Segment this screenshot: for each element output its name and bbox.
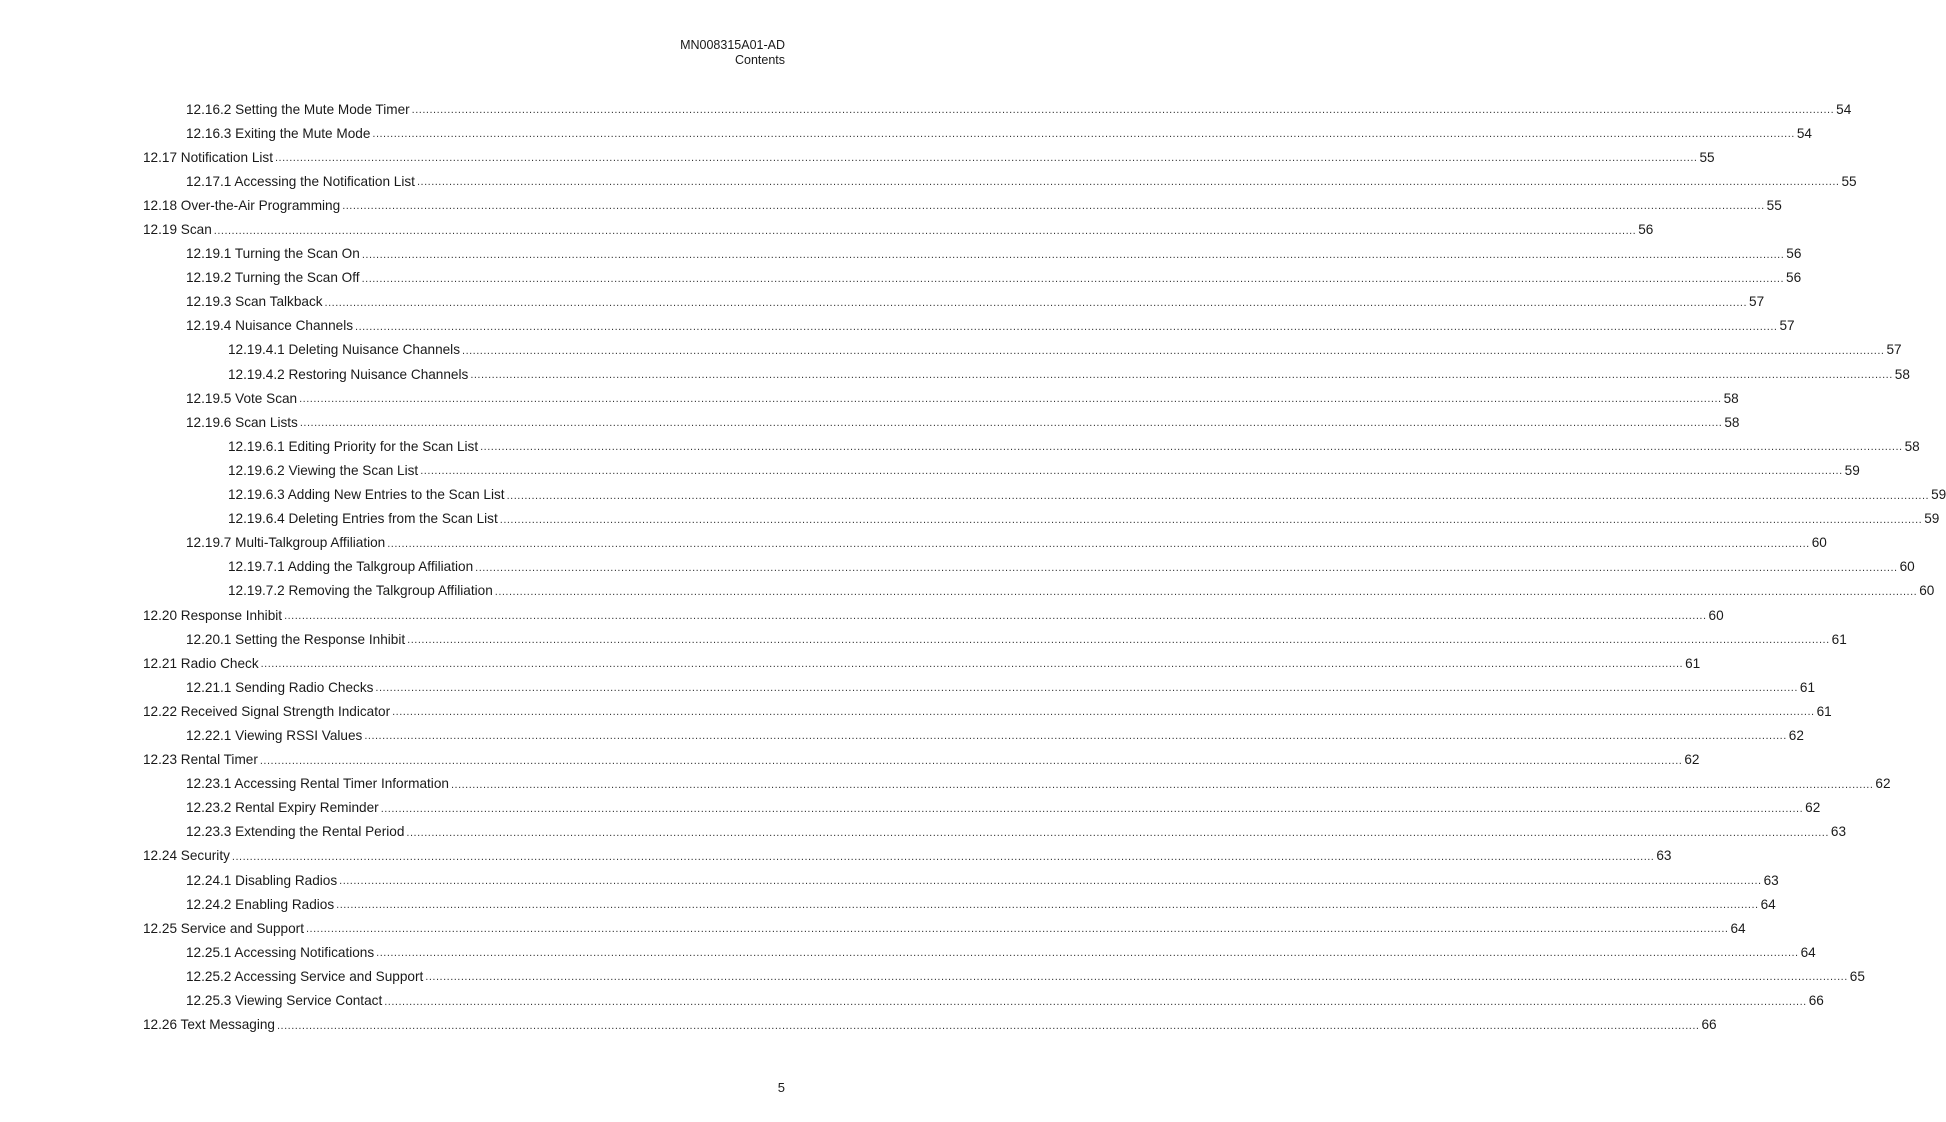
toc-entry-page[interactable]: 57: [1779, 318, 1795, 334]
toc-entry-page[interactable]: 57: [1886, 342, 1902, 358]
toc-entry-page[interactable]: 56: [1786, 270, 1802, 286]
toc-entry-title[interactable]: 12.19.7.1 Adding the Talkgroup Affiliation: [228, 559, 474, 575]
toc-dot-leader: ................................................................................................................................................................................................................................................................................................................................................................................................................: [470, 369, 1893, 382]
toc-entry[interactable]: [143, 675, 1816, 699]
toc-entry[interactable]: [143, 892, 1776, 916]
toc-entry-title[interactable]: 12.17 Notification List: [143, 149, 273, 165]
toc-entry[interactable]: [143, 434, 1920, 458]
toc-dot-leader: ................................................................................................................................................................................................................................................................................................................................................................................................................: [342, 200, 1765, 213]
toc-entry-page[interactable]: 58: [1723, 390, 1739, 406]
toc-entry-page[interactable]: 61: [1816, 703, 1832, 719]
toc-dot-leader: ................................................................................................................................................................................................................................................................................................................................................................................................................: [506, 489, 1930, 502]
toc-entry[interactable]: [143, 266, 1802, 290]
toc-entry[interactable]: [143, 121, 1812, 145]
toc-entry[interactable]: [143, 796, 1821, 820]
toc-dot-leader: ................................................................................................................................................................................................................................................................................................................................................................................................................: [231, 850, 1655, 863]
toc-entry[interactable]: [143, 338, 1902, 362]
toc-dot-leader: ................................................................................................................................................................................................................................................................................................................................................................................................................: [416, 176, 1840, 189]
toc-dot-leader: ................................................................................................................................................................................................................................................................................................................................................................................................................: [392, 706, 1815, 719]
toc-dot-leader: ................................................................................................................................................................................................................................................................................................................................................................................................................: [355, 320, 1778, 333]
toc-entry[interactable]: [143, 410, 1740, 434]
toc-entry-page[interactable]: 66: [1701, 1017, 1717, 1033]
toc-entry-title[interactable]: 12.19.4.1 Deleting Nuisance Channels: [228, 342, 461, 358]
toc-entry[interactable]: [143, 242, 1802, 266]
toc-dot-leader: ................................................................................................................................................................................................................................................................................................................................................................................................................: [425, 971, 1848, 984]
toc-entry-page[interactable]: 64: [1800, 944, 1816, 960]
toc-entry-page[interactable]: 64: [1730, 920, 1746, 936]
toc-dot-leader: ................................................................................................................................................................................................................................................................................................................................................................................................................: [299, 417, 1723, 430]
toc-entry-title[interactable]: 12.22.1 Viewing RSSI Values: [186, 727, 363, 743]
document-id: MN008315A01-AD: [680, 38, 785, 52]
toc-entry-page[interactable]: 55: [1699, 149, 1715, 165]
toc-entry-page[interactable]: 56: [1786, 246, 1802, 262]
toc-entry-title[interactable]: 12.22 Received Signal Strength Indicator: [143, 703, 391, 719]
toc-entry-title[interactable]: 12.19.6.1 Editing Priority for the Scan List: [228, 438, 479, 454]
toc-entry[interactable]: [143, 988, 1824, 1012]
page-number: 5: [777, 1080, 785, 1095]
toc-dot-leader: ................................................................................................................................................................................................................................................................................................................................................................................................................: [361, 248, 1785, 261]
toc-entry[interactable]: [143, 964, 1865, 988]
toc-entry[interactable]: [143, 748, 1700, 772]
toc-entry-title[interactable]: 12.20 Response Inhibit: [143, 607, 283, 623]
toc-dot-leader: ................................................................................................................................................................................................................................................................................................................................................................................................................: [406, 826, 1829, 839]
toc-dot-leader: ................................................................................................................................................................................................................................................................................................................................................................................................................: [480, 441, 1903, 454]
toc-dot-leader: ................................................................................................................................................................................................................................................................................................................................................................................................................: [380, 802, 1804, 815]
toc-dot-leader: ................................................................................................................................................................................................................................................................................................................................................................................................................: [411, 104, 1835, 117]
toc-entry-title[interactable]: 12.25.3 Viewing Service Contact: [186, 993, 383, 1009]
toc-entry[interactable]: [143, 699, 1832, 723]
toc-dot-leader: ................................................................................................................................................................................................................................................................................................................................................................................................................: [494, 585, 1918, 598]
toc-entry-title[interactable]: 12.19.6.3 Adding New Entries to the Scan List: [228, 487, 505, 503]
toc-entry-title[interactable]: 12.19.5 Vote Scan: [186, 390, 298, 406]
toc-entry-title[interactable]: 12.24.2 Enabling Radios: [186, 896, 335, 912]
toc-entry-page[interactable]: 66: [1808, 993, 1824, 1009]
toc-entry-title[interactable]: 12.25.2 Accessing Service and Support: [186, 968, 424, 984]
toc-entry[interactable]: [143, 483, 1946, 507]
toc-dot-leader: ................................................................................................................................................................................................................................................................................................................................................................................................................: [361, 272, 1785, 285]
page-header: [680, 38, 785, 68]
toc-dot-leader: ................................................................................................................................................................................................................................................................................................................................................................................................................: [364, 730, 1787, 743]
toc-entry[interactable]: [143, 868, 1779, 892]
toc-entry-title[interactable]: 12.19.7.2 Removing the Talkgroup Affiliation: [228, 583, 493, 599]
toc-entry-page[interactable]: 58: [1894, 366, 1910, 382]
toc-entry[interactable]: [143, 290, 1765, 314]
toc-entry[interactable]: [143, 145, 1715, 169]
toc-entry-title[interactable]: 12.18 Over-the-Air Programming: [143, 197, 341, 213]
toc-entry-page[interactable]: 59: [1844, 462, 1860, 478]
toc-entry-title[interactable]: 12.19.2 Turning the Scan Off: [186, 270, 360, 286]
toc-entry-title[interactable]: 12.25.1 Accessing Notifications: [186, 944, 375, 960]
toc-entry[interactable]: [143, 916, 1746, 940]
toc-entry[interactable]: [143, 555, 1915, 579]
toc-entry[interactable]: [143, 579, 1935, 603]
toc-dot-leader: ................................................................................................................................................................................................................................................................................................................................................................................................................: [384, 995, 1807, 1008]
toc-entry-title[interactable]: 12.21.1 Sending Radio Checks: [186, 679, 374, 695]
toc-dot-leader: ................................................................................................................................................................................................................................................................................................................................................................................................................: [284, 610, 1707, 623]
toc-entry[interactable]: [143, 362, 1910, 386]
toc-dot-leader: ................................................................................................................................................................................................................................................................................................................................................................................................................: [339, 875, 1762, 888]
section-name: Contents: [734, 53, 785, 67]
table-of-contents: [143, 97, 1946, 1037]
toc-entry-page[interactable]: 62: [1684, 752, 1700, 768]
toc-entry-page[interactable]: 59: [1924, 511, 1940, 527]
toc-entry-title[interactable]: 12.20.1 Setting the Response Inhibit: [186, 631, 406, 647]
toc-entry-title[interactable]: 12.19.7 Multi-Talkgroup Affiliation: [186, 535, 386, 551]
toc-entry-page[interactable]: 60: [1811, 535, 1827, 551]
toc-dot-leader: ................................................................................................................................................................................................................................................................................................................................................................................................................: [274, 152, 1698, 165]
toc-dot-leader: ................................................................................................................................................................................................................................................................................................................................................................................................................: [407, 634, 1830, 647]
toc-entry-page[interactable]: 63: [1830, 824, 1847, 840]
toc-dot-leader: ................................................................................................................................................................................................................................................................................................................................................................................................................: [475, 561, 1898, 574]
toc-entry-page[interactable]: 55: [1766, 197, 1782, 213]
toc-entry-page[interactable]: 60: [1708, 607, 1724, 623]
toc-dot-leader: ................................................................................................................................................................................................................................................................................................................................................................................................................: [372, 128, 1795, 141]
toc-entry-title[interactable]: 12.16.3 Exiting the Mute Mode: [186, 125, 371, 141]
toc-entry[interactable]: [143, 458, 1860, 482]
toc-entry-page[interactable]: 63: [1656, 848, 1672, 864]
toc-dot-leader: ................................................................................................................................................................................................................................................................................................................................................................................................................: [462, 344, 1885, 357]
toc-entry-page[interactable]: 56: [1638, 222, 1654, 238]
toc-entry-page[interactable]: 61: [1685, 655, 1701, 671]
toc-dot-leader: ................................................................................................................................................................................................................................................................................................................................................................................................................: [260, 658, 1684, 671]
toc-dot-leader: ................................................................................................................................................................................................................................................................................................................................................................................................................: [324, 296, 1748, 309]
toc-entry-page[interactable]: 63: [1763, 872, 1779, 888]
toc-entry-page[interactable]: 61: [1799, 679, 1816, 695]
toc-entry-title[interactable]: 12.19.4 Nuisance Channels: [186, 318, 354, 334]
toc-entry-title[interactable]: 12.23.1 Accessing Rental Timer Information: [186, 776, 449, 792]
toc-entry-page[interactable]: 59: [1931, 487, 1946, 503]
toc-entry[interactable]: [143, 603, 1724, 627]
toc-entry[interactable]: [143, 193, 1782, 217]
toc-entry-title[interactable]: 12.19.3 Scan Talkback: [186, 294, 323, 310]
toc-entry-title[interactable]: 12.24 Security: [143, 848, 230, 864]
toc-dot-leader: ................................................................................................................................................................................................................................................................................................................................................................................................................: [299, 393, 1722, 406]
toc-entry-page[interactable]: 61: [1831, 631, 1847, 647]
toc-entry[interactable]: [143, 820, 1847, 844]
toc-entry[interactable]: [143, 627, 1847, 651]
toc-entry-title[interactable]: 12.19.1 Turning the Scan On: [186, 246, 360, 262]
toc-entry-title[interactable]: 12.19 Scan: [143, 222, 212, 238]
toc-entry-page[interactable]: 60: [1899, 559, 1915, 575]
toc-dot-leader: ................................................................................................................................................................................................................................................................................................................................................................................................................: [450, 778, 1874, 791]
toc-entry-page[interactable]: 54: [1796, 125, 1812, 141]
toc-entry[interactable]: [143, 723, 1804, 747]
toc-dot-leader: ................................................................................................................................................................................................................................................................................................................................................................................................................: [277, 1019, 1700, 1032]
toc-entry-title[interactable]: 12.21 Radio Check: [143, 655, 259, 671]
toc-entry-title[interactable]: 12.19.6.4 Deleting Entries from the Scan List: [228, 511, 498, 527]
toc-entry-title[interactable]: 12.17.1 Accessing the Notification List: [186, 173, 415, 189]
toc-dot-leader: ................................................................................................................................................................................................................................................................................................................................................................................................................: [213, 224, 1637, 237]
toc-entry[interactable]: [143, 169, 1857, 193]
toc-entry-title[interactable]: 12.16.2 Setting the Mute Mode Timer: [186, 101, 410, 117]
toc-entry-page[interactable]: 62: [1788, 727, 1804, 743]
toc-entry[interactable]: [143, 507, 1940, 531]
toc-entry-title[interactable]: 12.19.6.2 Viewing the Scan List: [228, 462, 419, 478]
toc-dot-leader: ................................................................................................................................................................................................................................................................................................................................................................................................................: [305, 923, 1729, 936]
toc-dot-leader: ................................................................................................................................................................................................................................................................................................................................................................................................................: [375, 682, 1798, 695]
toc-entry[interactable]: [143, 314, 1795, 338]
toc-entry[interactable]: [143, 531, 1827, 555]
toc-entry[interactable]: [143, 940, 1816, 964]
toc-entry-title[interactable]: 12.24.1 Disabling Radios: [186, 872, 338, 888]
toc-entry[interactable]: [143, 217, 1654, 241]
toc-entry-title[interactable]: 12.19.4.2 Restoring Nuisance Channels: [228, 366, 469, 382]
toc-entry-page[interactable]: 54: [1836, 101, 1852, 117]
toc-entry[interactable]: [143, 1013, 1717, 1037]
toc-entry-page[interactable]: 65: [1849, 968, 1865, 984]
toc-entry-page[interactable]: 64: [1760, 896, 1776, 912]
toc-entry-title[interactable]: 12.23 Rental Timer: [143, 752, 258, 768]
toc-dot-leader: ................................................................................................................................................................................................................................................................................................................................................................................................................: [336, 899, 1759, 912]
toc-entry[interactable]: [143, 97, 1852, 121]
toc-entry-page[interactable]: 58: [1904, 438, 1920, 454]
toc-entry[interactable]: [143, 844, 1672, 868]
toc-entry-title[interactable]: 12.23.2 Rental Expiry Reminder: [186, 800, 379, 816]
toc-dot-leader: ................................................................................................................................................................................................................................................................................................................................................................................................................: [387, 537, 1810, 550]
toc-dot-leader: ................................................................................................................................................................................................................................................................................................................................................................................................................: [420, 465, 1843, 478]
toc-entry-title[interactable]: 12.19.6 Scan Lists: [186, 414, 298, 430]
toc-entry-page[interactable]: 60: [1919, 583, 1935, 599]
toc-entry-title[interactable]: 12.26 Text Messaging: [143, 1017, 275, 1033]
toc-entry[interactable]: [143, 772, 1891, 796]
toc-dot-leader: ................................................................................................................................................................................................................................................................................................................................................................................................................: [376, 947, 1799, 960]
toc-entry-page[interactable]: 62: [1875, 776, 1891, 792]
toc-entry[interactable]: [143, 386, 1739, 410]
toc-dot-leader: ................................................................................................................................................................................................................................................................................................................................................................................................................: [499, 513, 1923, 526]
toc-dot-leader: ................................................................................................................................................................................................................................................................................................................................................................................................................: [259, 754, 1683, 767]
toc-entry-page[interactable]: 62: [1805, 800, 1821, 816]
toc-entry-title[interactable]: 12.23.3 Extending the Rental Period: [186, 824, 405, 840]
toc-entry-title[interactable]: 12.25 Service and Support: [143, 920, 304, 936]
toc-entry-page[interactable]: 55: [1841, 173, 1857, 189]
toc-entry[interactable]: [143, 651, 1701, 675]
toc-entry-page[interactable]: 58: [1724, 414, 1740, 430]
toc-entry-page[interactable]: 57: [1749, 294, 1765, 310]
